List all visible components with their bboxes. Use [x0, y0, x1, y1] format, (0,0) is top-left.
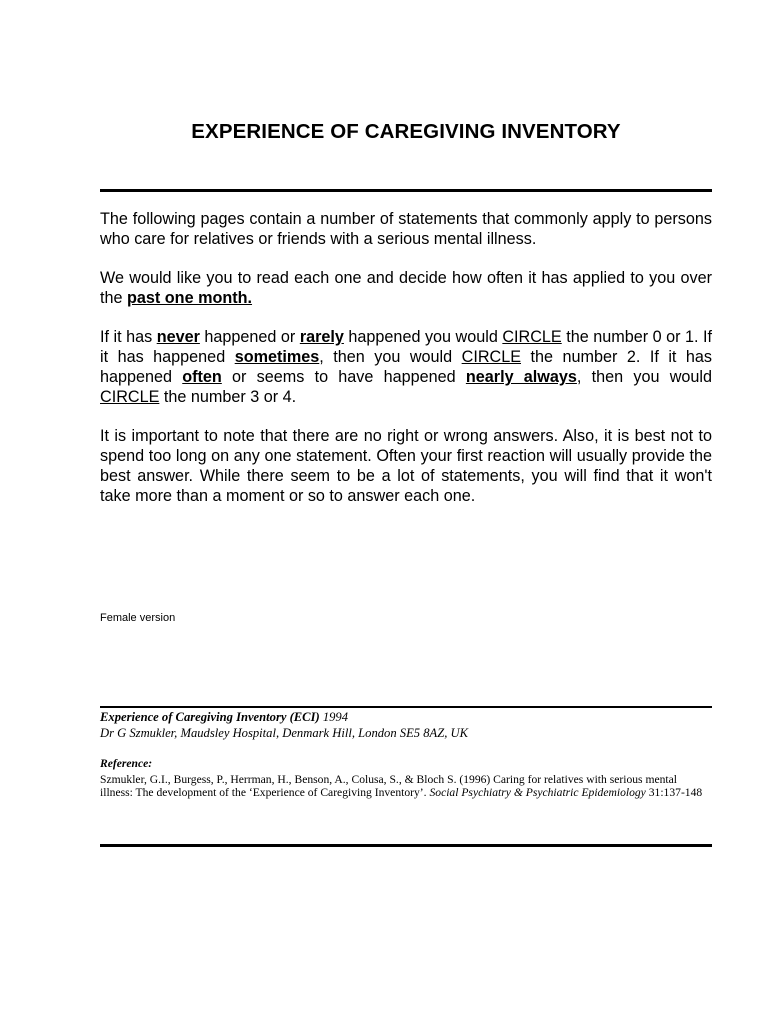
- p3-circle-2: CIRCLE: [461, 348, 521, 366]
- p3-text-e: happened you would: [343, 328, 503, 346]
- reference-block: [100, 757, 712, 800]
- p3-circle-3: CIRCLE: [100, 388, 160, 406]
- reference-citation: Szmukler, G.I., Burgess, P., Herrman, H., Benson, A., Colusa, S., & Bloch S. (1996) Caring for relatives with serious mental illness: The development of the ‘Experience of Caregiving Inventory’.: [100, 772, 678, 799]
- p2-text: We would like you to read each one and decide how often it has applied to you over the: [100, 269, 712, 307]
- credit-title-line: [100, 709, 712, 725]
- page-title: EXPERIENCE OF CAREGIVING INVENTORY: [191, 120, 621, 143]
- instructions-paragraph-2: [100, 268, 712, 308]
- p3-text-o: , then you would: [576, 368, 712, 386]
- credit-title: Experience of Caregiving Inventory (ECI): [100, 710, 320, 724]
- p3-emphasis-nearly-always: nearly always: [465, 368, 577, 386]
- reference-text: [100, 773, 712, 800]
- p3-text-i: , then you would: [319, 348, 462, 366]
- p3-text-m: or seems to have happened: [221, 368, 466, 386]
- p3-emphasis-rarely: rarely: [299, 328, 344, 346]
- reference-heading: Reference:: [100, 757, 153, 770]
- instructions-paragraph-4: It is important to note that there are no right or wrong answers. Also, it is best not to spend too long on any one statement. Often your first reaction will usually provide the best answer. While there seem to be a lot of statements, you will find that it won't take more than a moment or so to answer each one.: [100, 427, 712, 505]
- instructions-paragraph-1: The following pages contain a number of statements that commonly apply to persons who care for relatives or friends with a serious mental illness.: [100, 210, 712, 248]
- version-note: Female version: [100, 612, 176, 624]
- instructions-body: [100, 209, 712, 525]
- bottom-divider: [100, 844, 712, 847]
- p3-text-g: the number 0 or 1. If it has happened: [100, 328, 712, 366]
- p3-emphasis-never: never: [156, 328, 200, 346]
- credit-year: 1994: [319, 710, 349, 724]
- p3-text-k: the number 2. If it has happened: [100, 348, 713, 386]
- p3-circle-1: CIRCLE: [502, 328, 562, 346]
- credit-author: Dr G Szmukler, Maudsley Hospital, Denmark Hill, London SE5 8AZ, UK: [100, 726, 469, 740]
- p3-text-c: happened or: [199, 328, 300, 346]
- credit-divider: [100, 706, 712, 708]
- p2-emphasis-past-one-month: past one month.: [127, 289, 253, 307]
- reference-pages: 31:137-148: [645, 786, 703, 799]
- p3-emphasis-often: often: [182, 368, 222, 386]
- credit-block: [100, 709, 712, 741]
- title-divider: [100, 189, 712, 192]
- instructions-paragraph-3: [100, 327, 712, 407]
- credit-author-line: [100, 725, 712, 741]
- p3-text-q: the number 3 or 4.: [159, 388, 297, 406]
- p3-text-a: If it has: [100, 328, 157, 346]
- p3-emphasis-sometimes: sometimes: [234, 348, 320, 366]
- reference-journal: Social Psychiatry & Psychiatric Epidemiology: [429, 786, 646, 799]
